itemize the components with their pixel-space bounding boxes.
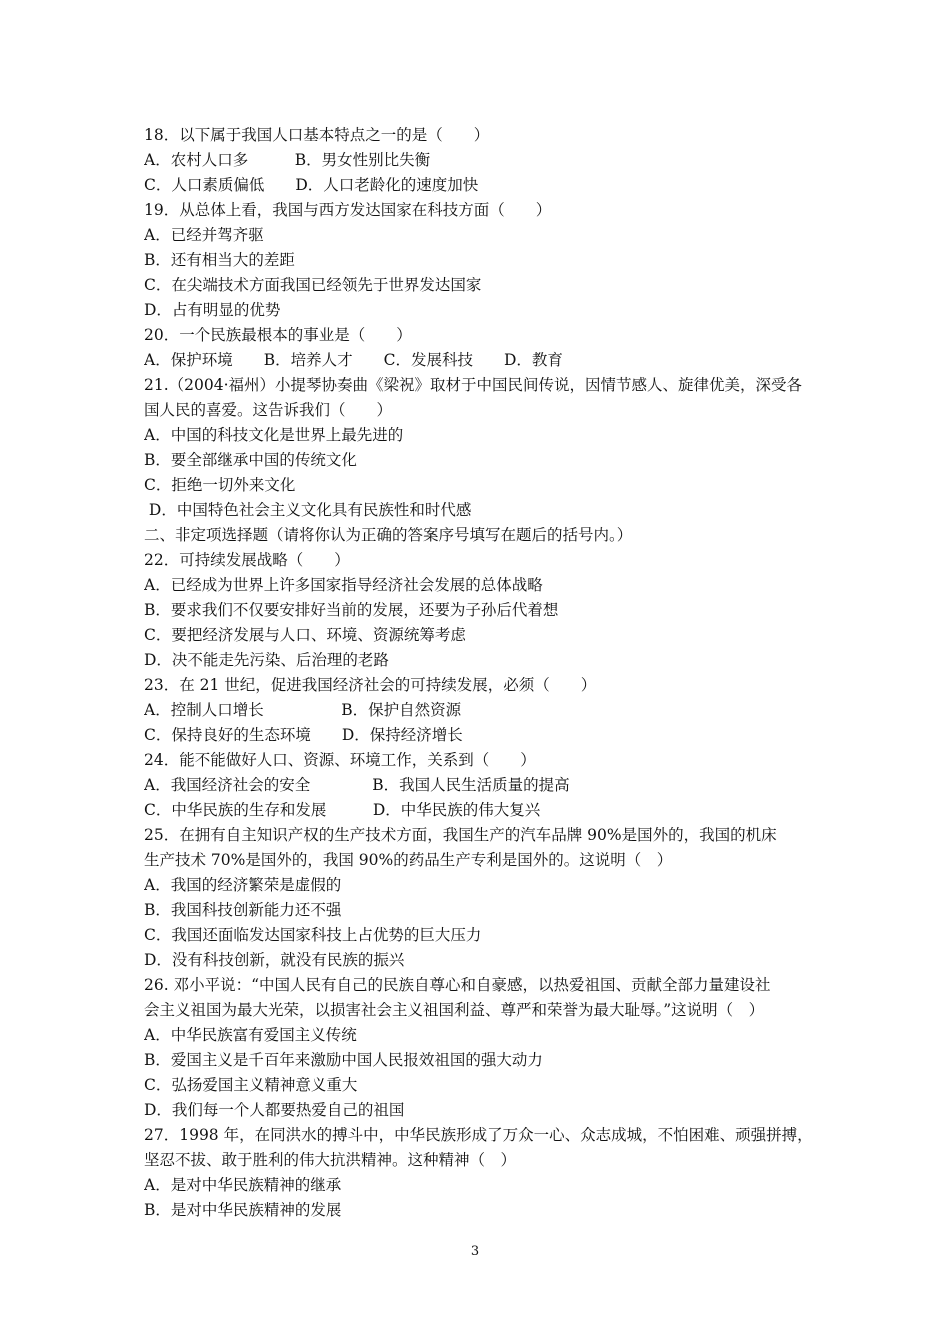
text-line: B．爱国主义是千百年来激励中国人民报效祖国的强大动力 [144,1051,543,1069]
text-line: 18．以下属于我国人口基本特点之一的是（ ） [144,126,490,144]
text-line: D．没有科技创新，就没有民族的振兴 [144,951,405,969]
text-line: 23．在 21 世纪，促进我国经济社会的可持续发展，必须（ ） [144,676,597,694]
text-line: C．弘扬爱国主义精神意义重大 [144,1076,358,1094]
text-line: A．已经并驾齐驱 [144,226,264,244]
text-line: A．控制人口增长 B．保护自然资源 [144,701,462,719]
text-line: C．拒绝一切外来文化 [144,476,296,494]
text-line: B．还有相当大的差距 [144,251,295,269]
text-line: C．人口素质偏低 D．人口老龄化的速度加快 [144,176,479,194]
text-line: 22．可持续发展战略（ ） [144,551,350,569]
text-line: A．中国的科技文化是世界上最先进的 [144,426,404,444]
text-line: A．我国的经济繁荣是虚假的 [144,876,342,894]
question-text-block [144,123,814,1223]
text-line: C．在尖端技术方面我国已经领先于世界发达国家 [144,276,482,294]
text-line: D．占有明显的优势 [144,301,281,319]
text-line: D．决不能走先污染、后治理的老路 [144,651,389,669]
text-line: 27．1998 年，在同洪水的搏斗中，中华民族形成了万众一心、众志成城，不怕困难、顽强拼搏， [144,1126,813,1144]
text-line: 19．从总体上看，我国与西方发达国家在科技方面（ ） [144,201,552,219]
text-line: B．是对中华民族精神的发展 [144,1201,342,1219]
text-line: 21.（2004·福州）小提琴协奏曲《梁祝》取材于中国民间传说，因情节感人、旋律优美，深受各 [144,376,803,394]
text-line: 25．在拥有自主知识产权的生产技术方面，我国生产的汽车品牌 90%是国外的，我国的机床 [144,826,777,844]
text-line: D．我们每一个人都要热爱自己的祖国 [144,1101,405,1119]
text-line: C．要把经济发展与人口、环境、资源统筹考虑 [144,626,466,644]
text-line: 20．一个民族最根本的事业是（ ） [144,326,412,344]
text-line: A．保护环境 B．培养人才 C．发展科技 D．教育 [144,351,563,369]
text-line: 26. 邓小平说：“中国人民有自己的民族自尊心和自豪感，以热爱祖国、贡献全部力量建设社 [144,976,771,994]
text-line: B．要求我们不仅要安排好当前的发展，还要为子孙后代着想 [144,601,559,619]
page-number: 3 [470,1244,480,1259]
text-line: A．农村人口多 B．男女性别比失衡 [144,151,431,169]
text-line: C．我国还面临发达国家科技上占优势的巨大压力 [144,926,482,944]
text-line: 坚忍不拔、敢于胜利的伟大抗洪精神。这种精神（ ） [144,1151,517,1169]
text-line: 国人民的喜爱。这告诉我们（ ） [144,401,393,419]
text-line: C．中华民族的生存和发展 D．中华民族的伟大复兴 [144,801,541,819]
text-line: A．是对中华民族精神的继承 [144,1176,342,1194]
text-line: B．我国科技创新能力还不强 [144,901,342,919]
text-line: 会主义祖国为最大光荣，以损害社会主义祖国利益、尊严和荣誉为最大耻辱。”这说明（ ） [144,1001,765,1019]
text-line: A．中华民族富有爱国主义传统 [144,1026,357,1044]
text-line: 24．能不能做好人口、资源、环境工作，关系到（ ） [144,751,536,769]
text-line: A．我国经济社会的安全 B．我国人民生活质量的提高 [144,776,570,794]
text-line: B．要全部继承中国的传统文化 [144,451,357,469]
text-line: A．已经成为世界上许多国家指导经济社会发展的总体战略 [144,576,543,594]
text-line: C．保持良好的生态环境 D．保持经济增长 [144,726,463,744]
text-line: 生产技术 70%是国外的，我国 90%的药品生产专利是国外的。这说明（ ） [144,851,673,869]
text-line: D．中国特色社会主义文化具有民族性和时代感 [144,501,472,519]
text-line: 二、非定项选择题（请将你认为正确的答案序号填写在题后的括号内。） [144,526,633,544]
